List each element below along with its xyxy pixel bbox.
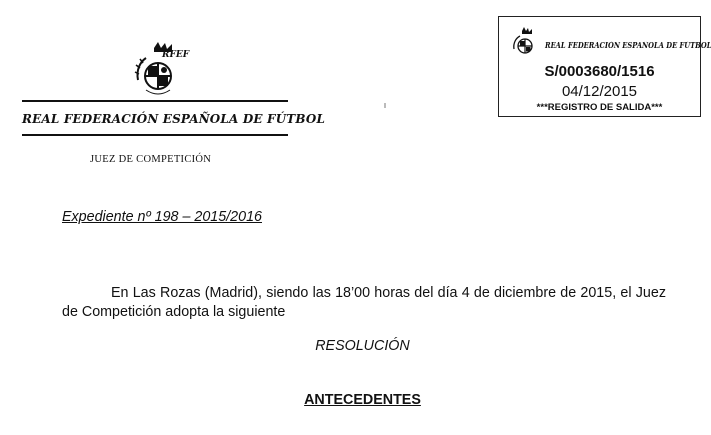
rfef-stamp-logo-icon bbox=[507, 27, 541, 61]
rfef-logo-icon bbox=[124, 40, 190, 106]
svg-text:RFEF: RFEF bbox=[162, 50, 190, 60]
letterhead bbox=[18, 40, 326, 140]
resolution-heading: RESOLUCIÓN bbox=[315, 338, 410, 354]
organization-name: REAL FEDERACIÓN ESPAÑOLA DE FÚTBOL bbox=[22, 112, 326, 126]
letterhead-rule-bottom bbox=[22, 134, 288, 136]
opening-paragraph: En Las Rozas (Madrid), siendo las 18’00 horas del día 4 de diciembre de 2015, el Juez de Competición adopta la siguiente bbox=[62, 285, 666, 320]
stamp-date: 04/12/2015 bbox=[561, 83, 638, 100]
scan-mark bbox=[384, 103, 386, 108]
stamp-registry-type: ***REGISTRO DE SALIDA*** bbox=[536, 102, 663, 113]
case-number: Expediente nº 198 – 2015/2016 bbox=[62, 209, 262, 225]
stamp-registry-number: S/0003680/1516 bbox=[544, 63, 655, 80]
letterhead-rule-top bbox=[22, 100, 288, 102]
registry-stamp bbox=[498, 16, 711, 117]
department-label: JUEZ DE COMPETICIÓN bbox=[90, 154, 212, 165]
stamp-organization-name: REAL FEDERACIÓN ESPAÑOLA DE FÚTBOL bbox=[545, 41, 711, 50]
background-heading: ANTECEDENTES bbox=[304, 392, 421, 408]
